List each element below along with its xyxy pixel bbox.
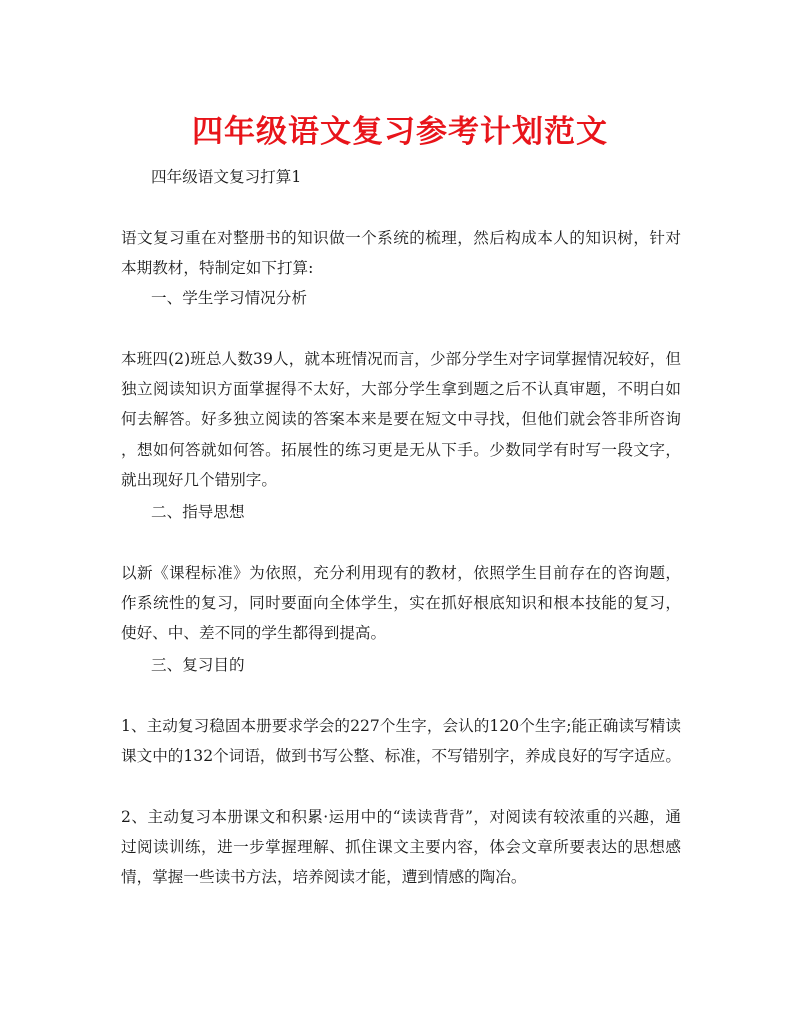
section2-line-2: 作系统性的复习，同时要面向全体学生，实在抓好根底知识和根本技能的复习， xyxy=(121,594,681,612)
section1-line-4: ，想如何答就如何答。拓展性的练习更是无从下手。少数同学有时写一段文字， xyxy=(121,441,681,459)
section3-heading: 三、复习目的 xyxy=(151,656,245,674)
intro-line-1: 语文复习重在对整册书的知识做一个系统的梳理，然后构成本人的知识树，针对 xyxy=(121,229,681,247)
goal2-line-2: 过阅读训练，进一步掌握理解、抓住课文主要内容，体会文章所要表达的思想感 xyxy=(121,838,681,856)
section1-heading: 一、学生学习情况分析 xyxy=(151,289,307,307)
section1-line-1: 本班四(2)班总人数39人，就本班情况而言，少部分学生对字词掌握情况较好，但 xyxy=(121,350,681,368)
document-title: 四年级语文复习参考计划范文 xyxy=(192,114,608,150)
section1-line-3: 何去解答。好多独立阅读的答案本来是要在短文中寻找，但他们就会答非所咨询 xyxy=(121,410,681,428)
intro-line-2: 本期教材，特制定如下打算: xyxy=(121,259,314,277)
section2-line-1: 以新《课程标准》为依照，充分利用现有的教材，依照学生目前存在的咨询题， xyxy=(121,564,681,582)
document-subtitle: 四年级语文复习打算1 xyxy=(151,168,302,186)
section1-line-5: 就出现好几个错别字。 xyxy=(121,471,277,489)
section1-line-2: 独立阅读知识方面掌握得不太好，大部分学生拿到题之后不认真审题，不明白如 xyxy=(121,380,681,398)
goal2-line-3: 情，掌握一些读书方法，培养阅读才能，遭到情感的陶冶。 xyxy=(121,868,527,886)
section2-line-3: 使好、中、差不同的学生都得到提高。 xyxy=(121,624,387,642)
goal1-line-2: 课文中的132个词语，做到书写公整、标准，不写错别字，养成良好的写字适应。 xyxy=(121,747,681,765)
goal2-line-1: 2、主动复习本册课文和积累·运用中的“读读背背”，对阅读有较浓重的兴趣，通 xyxy=(121,808,681,826)
goal1-line-1: 1、主动复习稳固本册要求学会的227个生字，会认的120个生字;能正确读写精读 xyxy=(121,717,681,735)
section2-heading: 二、指导思想 xyxy=(151,503,245,521)
